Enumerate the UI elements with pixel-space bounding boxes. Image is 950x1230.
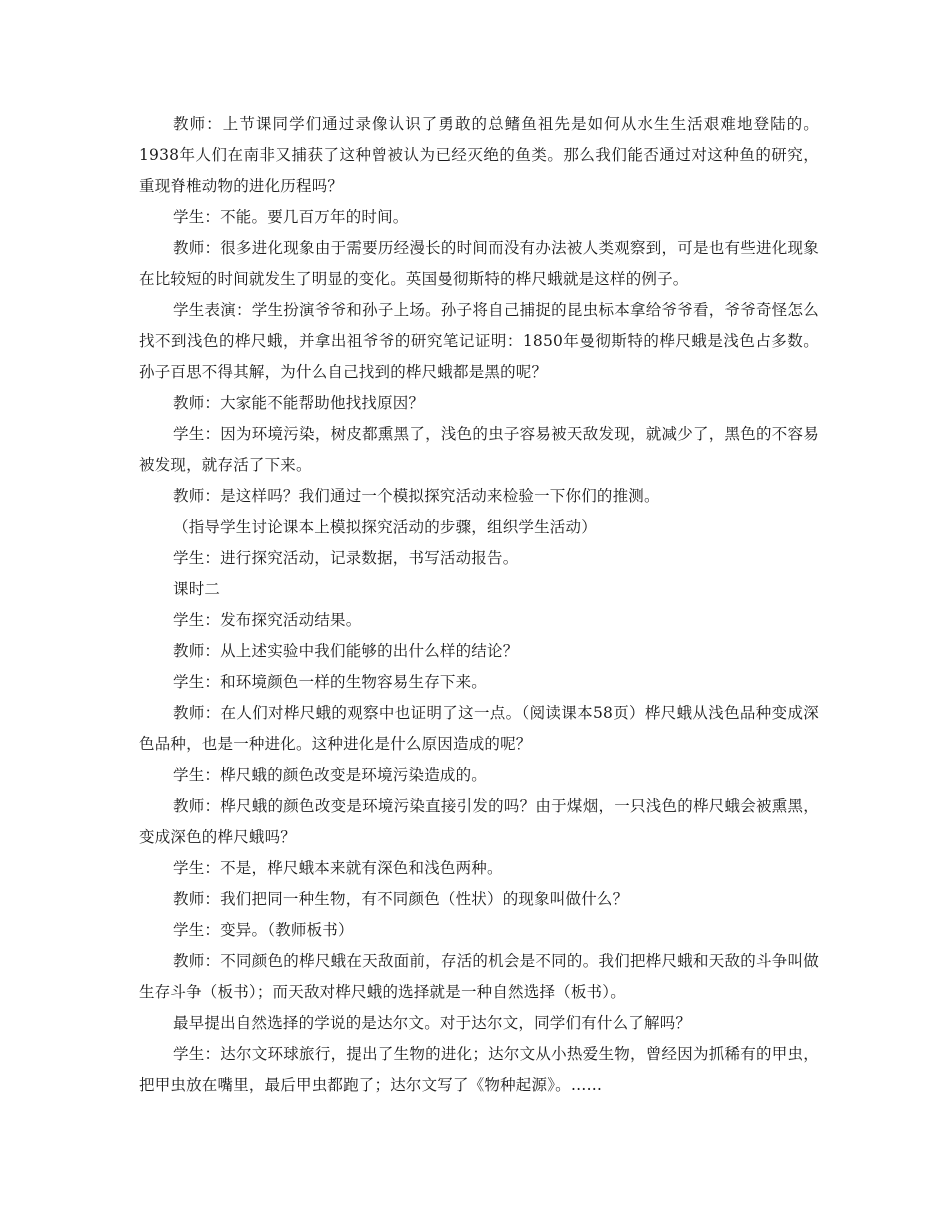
paragraph: 学生：达尔文环球旅行，提出了生物的进化；达尔文从小热爱生物，曾经因为抓稀有的甲虫，把甲虫放在嘴里，最后甲虫都跑了；达尔文写了《物种起源》。…… — [139, 1045, 819, 1094]
paragraph: 学生：和环境颜色一样的生物容易生存下来。 — [173, 673, 488, 691]
paragraph: 学生：不是，桦尺蛾本来就有深色和浅色两种。 — [173, 859, 503, 877]
paragraph: 学生：发布探究活动结果。 — [173, 611, 362, 629]
paragraph: 教师：是这样吗？我们通过一个模拟探究活动来检验一下你们的推测。 — [173, 487, 660, 505]
paragraph: 教师：很多进化现象由于需要历经漫长的时间而没有办法被人类观察到，可是也有些进化现象在比较短的时间就发生了明显的变化。英国曼彻斯特的桦尺蛾就是这样的例子。 — [139, 239, 819, 288]
paragraph: 学生：不能。要几百万年的时间。 — [173, 208, 409, 226]
paragraph: 教师：桦尺蛾的颜色改变是环境污染直接引发的吗？由于煤烟，一只浅色的桦尺蛾会被熏黑，变成深色的桦尺蛾吗？ — [139, 797, 819, 846]
paragraph: 教师：大家能不能帮助他找找原因？ — [173, 394, 425, 412]
paragraph: （指导学生讨论课本上模拟探究活动的步骤，组织学生活动） — [173, 518, 597, 536]
paragraph: 教师：上节课同学们通过录像认识了勇敢的总鳍鱼祖先是如何从水生生活艰难地登陆的。1938年人们在南非又捕获了这种曾被认为已经灭绝的鱼类。那么我们能否通过对这种鱼的研究，重现脊椎动物的进化历程吗？ — [139, 115, 819, 195]
paragraph: 学生：因为环境污染，树皮都熏黑了，浅色的虫子容易被天敌发现，就减少了，黑色的不容易被发现，就存活了下来。 — [139, 425, 819, 474]
paragraph: 最早提出自然选择的学说的是达尔文。对于达尔文，同学们有什么了解吗？ — [173, 1014, 692, 1032]
paragraph: 学生：变异。（教师板书） — [173, 921, 354, 939]
paragraph: 教师：从上述实验中我们能够的出什么样的结论？ — [173, 642, 519, 660]
paragraph: 教师：我们把同一种生物，有不同颜色（性状）的现象叫做什么？ — [173, 890, 629, 908]
document-body — [139, 109, 819, 1101]
paragraph: 学生表演：学生扮演爷爷和孙子上场。孙子将自己捕捉的昆虫标本拿给爷爷看，爷爷奇怪怎么找不到浅色的桦尺蛾，并拿出祖爷爷的研究笔记证明：1850年曼彻斯特的桦尺蛾是浅色占多数。孙子百思不得其解，为什么自己找到的桦尺蛾都是黑的呢？ — [139, 301, 819, 381]
paragraph: 学生：桦尺蛾的颜色改变是环境污染造成的。 — [173, 766, 488, 784]
paragraph: 学生：进行探究活动，记录数据，书写活动报告。 — [173, 549, 519, 567]
section-heading: 课时二 — [173, 580, 221, 598]
paragraph: 教师：不同颜色的桦尺蛾在天敌面前，存活的机会是不同的。我们把桦尺蛾和天敌的斗争叫做生存斗争（板书）；而天敌对桦尺蛾的选择就是一种自然选择（板书）。 — [139, 952, 819, 1001]
paragraph: 教师：在人们对桦尺蛾的观察中也证明了这一点。（阅读课本58页）桦尺蛾从浅色品种变成深色品种，也是一种进化。这种进化是什么原因造成的呢？ — [139, 704, 819, 753]
